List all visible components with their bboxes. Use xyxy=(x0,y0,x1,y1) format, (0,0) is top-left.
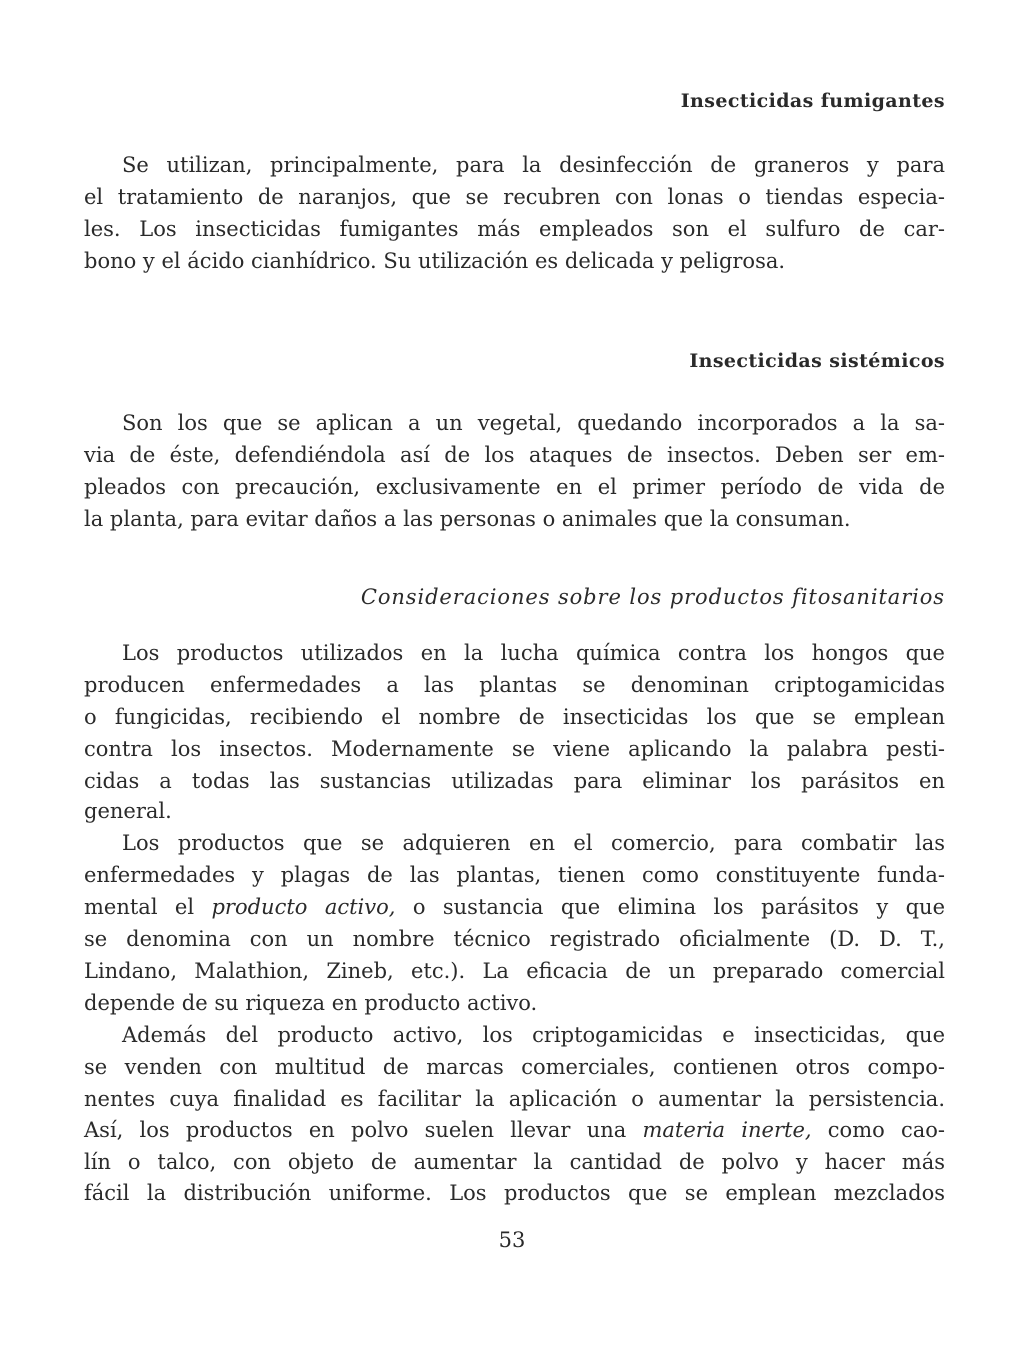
text-line: Lindano, Malathion, Zineb, etc.). La eficacia de un preparado comercial xyxy=(84,959,945,983)
text-line: Los productos utilizados en la lucha química contra los hongos que xyxy=(122,641,945,665)
text-span: o sustancia que elimina los parásitos y que xyxy=(395,895,945,919)
page-number: 53 xyxy=(498,1228,526,1252)
text-line: bono y el ácido cianhídrico. Su utilización es delicada y peligrosa. xyxy=(84,249,786,273)
text-line: pleados con precaución, exclusivamente en el primer período de vida de xyxy=(84,475,945,499)
text-line: Se utilizan, principalmente, para la desinfección de graneros y para xyxy=(122,153,945,177)
emphasis-producto-activo: producto activo, xyxy=(211,895,396,919)
text-line: lín o talco, con objeto de aumentar la cantidad de polvo y hacer más xyxy=(84,1150,945,1174)
text-line: se denomina con un nombre técnico registrado oficialmente (D. D. T., xyxy=(84,927,945,951)
text-line: via de éste, defendiéndola así de los ataques de insectos. Deben ser em- xyxy=(84,443,945,467)
heading-insecticidas-fumigantes: Insecticidas fumigantes xyxy=(680,90,945,112)
text-line: producen enfermedades a las plantas se denominan criptogamicidas xyxy=(84,673,945,697)
text-line: cidas a todas las sustancias utilizadas para eliminar los parásitos en xyxy=(84,769,945,793)
text-line: contra los insectos. Modernamente se viene aplicando la palabra pesti- xyxy=(84,737,945,761)
emphasis-materia-inerte: materia inerte, xyxy=(642,1118,812,1142)
heading-insecticidas-sistemicos: Insecticidas sistémicos xyxy=(689,350,945,372)
text-line: les. Los insecticidas fumigantes más empleados son el sulfuro de car- xyxy=(84,217,945,241)
text-line: Son los que se aplican a un vegetal, quedando incorporados a la sa- xyxy=(122,411,945,435)
text-line: general. xyxy=(84,799,172,823)
text-line: depende de su riqueza en producto activo. xyxy=(84,991,538,1015)
text-line: nentes cuya finalidad es facilitar la aplicación o aumentar la persistencia. xyxy=(84,1087,945,1111)
text-span: mental el xyxy=(84,895,212,919)
text-line: o fungicidas, recibiendo el nombre de insecticidas los que se emplean xyxy=(84,705,945,729)
text-line: Los productos que se adquieren en el comercio, para combatir las xyxy=(122,831,945,855)
heading-consideraciones: Consideraciones sobre los productos fitosanitarios xyxy=(360,585,945,609)
text-line: Además del producto activo, los criptogamicidas e insecticidas, que xyxy=(122,1023,945,1047)
text-line: fácil la distribución uniforme. Los productos que se emplean mezclados xyxy=(84,1181,945,1205)
text-line: el tratamiento de naranjos, que se recubren con lonas o tiendas especia- xyxy=(84,185,945,209)
text-span: Así, los productos en polvo suelen llevar una xyxy=(84,1118,643,1142)
text-line: la planta, para evitar daños a las personas o animales que la consuman. xyxy=(84,507,851,531)
text-line xyxy=(84,1117,945,1143)
text-line: enfermedades y plagas de las plantas, tienen como constituyente funda- xyxy=(84,863,945,887)
text-line xyxy=(84,894,945,920)
text-span: como cao- xyxy=(811,1118,945,1142)
text-line: se venden con multitud de marcas comerciales, contienen otros compo- xyxy=(84,1055,945,1079)
